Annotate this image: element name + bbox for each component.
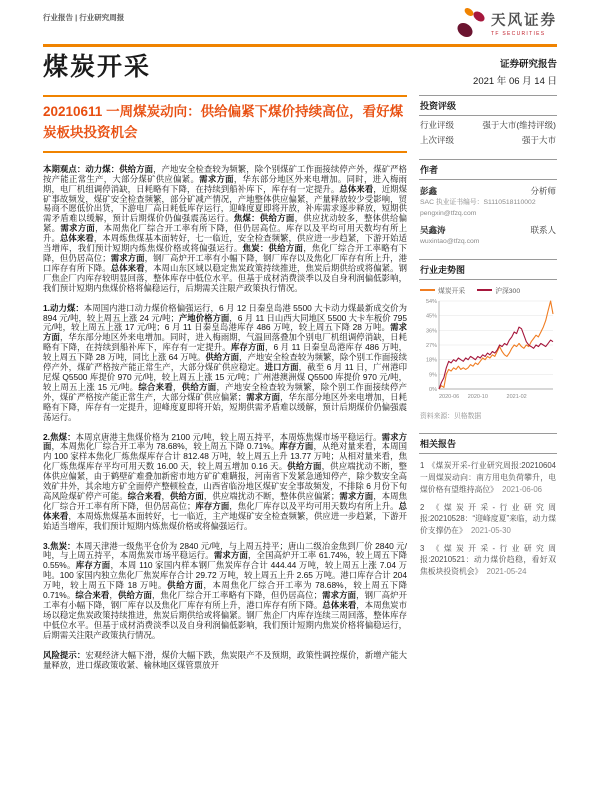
body-paragraph — [43, 433, 407, 532]
paragraph-text: 本周天津港一级焦平仓价为 2840 元/吨，与上周五持平；唐山二级冶金焦到厂价 2840 元/吨，与上周五持平，本周焦炭市场平稳运行。需求方面，全国高炉开工率 61.74%，较上周五下降 0.55%。库存方面，本周 110 家国内样本钢厂焦炭库存合计 444.44 万吨，较上周五上涨 7.04 万吨。100 家国内独立焦化厂焦炭库存合计 29.72 万吨，较上周五上升 2.65 万吨。港口库存合计 204 万吨，较上周五下降 18 万吨。供给方面，本周焦化厂综合开工率为 78.68%，较上周五下降 0.71%。综合来看，供给方面，焦化厂综合开工率略有下降，但仍居高位；需求方面，钢厂高炉开工率有小幅下降，钢厂库存以及焦化厂库存有所上升，港口库存有所下降。总体来看，本周焦炭市场以稳定焦炭政策持续推进，焦炭后期供给或将偏紧。钢厂焦企厂内库存连续三周回落，整体库存中低位水平。但基于成材消费淡季以及自身利润偏低影响，我们预计短期内焦炭价格将偏稳运行，后期需关注限产政策执行情况。 — [43, 540, 408, 640]
logo-mark-icon — [456, 6, 486, 40]
body-paragraph — [43, 651, 407, 671]
related-report-date: 2021-05-30 — [468, 525, 511, 535]
masthead — [43, 47, 557, 87]
rating-section — [419, 95, 557, 146]
series-line — [439, 328, 553, 390]
trend-heading: 行业走势图 — [419, 259, 557, 280]
paragraph-lead: 本期观点： — [43, 163, 86, 174]
rating-heading: 投资评级 — [419, 95, 557, 116]
rating-label: 上次评级 — [420, 135, 455, 145]
author-role: 联系人 — [530, 224, 556, 235]
author-role: 分析师 — [530, 186, 556, 196]
industry-title: 煤炭开采 — [43, 53, 152, 81]
x-tick-label: 2021-02 — [506, 394, 527, 401]
related-heading: 相关报告 — [419, 433, 557, 454]
paragraph-lead: 风险提示： — [43, 649, 86, 660]
industry-trend-chart — [419, 296, 557, 402]
breadcrumb: 行业报告 | 行业研究周报 — [43, 13, 125, 22]
sidebar — [419, 95, 557, 680]
chart-source-note: 资料来源：贝格数据 — [420, 413, 482, 421]
related-report-number: 2 — [420, 502, 425, 512]
top-bar — [43, 6, 557, 44]
author-entry — [419, 224, 557, 247]
trend-section — [419, 259, 557, 420]
paragraph-text: 本周京唐港主焦煤价格为 2100 元/吨，较上周五持平，本周炼焦煤市场平稳运行。需求方面，本周焦化厂综合开工率为 78.68%，较上周五下降 0.71%。库存方面，从绝对量来看，本周国内 100 家样本焦化厂炼焦煤库存合计 812.48 万吨，较上周五上升 13.77 万吨；从相对量来看，焦化厂炼焦煤库存平均可用天数 16.00 天，较上周五增加 0.16 天。供给方面，供应端扰动不断，整体供应偏紧，由于鹤壁矿难叠加新密市地方矿矿难瞒报，河南省下发紧急通知停产，除少数安全高效矿井外，其余地方矿全面停产整顿检查，山西省临汾地区煤矿安全事故频发，不排除 6 月份下旬高风险煤矿停产可能。综合来看，供给方面，供应端扰动不断，整体供应偏紧；需求方面，本周焦化厂综合开工率有所下降，但仍居高位；库存方面，焦化厂库存以及平均可用天数均有所上升。总体来看，本周炼焦煤基本面转好，七一临近，主产地煤矿安全检查频繁，供应进一步趋紧，下游开始适当增库，我们预计短期内炼焦煤价格或将偏强运行。 — [43, 431, 408, 531]
report-type-label: 证券研究报告 — [499, 59, 557, 70]
body-paragraph — [43, 165, 407, 294]
author-name: 吴鑫涛 — [420, 224, 446, 235]
y-tick-label: 0% — [429, 387, 437, 394]
logo-cn-text: 天风证券 — [491, 13, 557, 29]
related-report-item — [419, 460, 557, 495]
y-tick-label: 9% — [429, 372, 437, 379]
body-paragraph — [43, 542, 407, 641]
related-report-title: 《煤炭开采-行业研究周报:20210528：“迎峰度夏”来临，动力煤价支撑仍在》 — [420, 502, 556, 535]
related-report-number: 1 — [420, 461, 425, 471]
related-reports-section — [419, 433, 557, 577]
legend-swatch-icon — [420, 289, 435, 291]
rating-value: 强于大市 — [521, 135, 556, 145]
paragraph-text: 宏观经济大幅下滑，煤价大幅下跌，焦炭限产不及预期，政策性调控煤价，新增产能大量释放，进口煤政策收紧、榆林地区煤管票放开 — [43, 649, 408, 670]
legend-swatch-icon — [477, 289, 492, 291]
author-entry — [419, 185, 557, 219]
y-tick-label: 18% — [425, 358, 437, 365]
tf-securities-logo — [456, 6, 557, 40]
authors-section — [419, 159, 557, 246]
report-title: 20210611 一周煤炭动向：供给偏紧下煤价持续高位，看好煤炭板块投资机会 — [43, 104, 404, 140]
legend-item — [420, 285, 465, 295]
related-report-item — [419, 502, 557, 537]
author-row — [420, 224, 556, 236]
paragraph-lead: 1.动力煤： — [43, 302, 84, 313]
legend-label: 沪深300 — [495, 288, 521, 296]
paragraph-lead: 2.焦煤： — [43, 431, 76, 442]
related-report-number: 3 — [420, 543, 425, 553]
paragraph-lead: 3.焦炭： — [43, 540, 76, 551]
rating-row — [419, 131, 557, 146]
report-title-block — [43, 95, 407, 153]
author-email: pengxin@tfzq.com — [420, 209, 477, 217]
related-report-date: 2021-05-24 — [484, 566, 527, 576]
related-report-title: 《煤炭开采-行业研究周报:20210604 一周煤炭动向：南方用电负荷攀升，电煤价格有望维持高位》 — [420, 461, 556, 494]
legend-item — [477, 285, 520, 295]
logo-en-text: TF SECURITIES — [491, 31, 546, 37]
y-tick-label: 45% — [425, 314, 437, 321]
author-name: 彭鑫 — [420, 186, 438, 196]
author-email: wuxintao@tfzq.com — [420, 237, 480, 245]
related-report-item — [419, 543, 557, 578]
report-body — [43, 165, 407, 671]
authors-heading: 作者 — [419, 159, 557, 180]
y-tick-label: 27% — [425, 343, 437, 350]
legend-label: 煤炭开采 — [438, 288, 466, 296]
y-tick-label: 36% — [425, 328, 437, 335]
paragraph-text: 动力煤：供给方面，产地安全检查较为频繁，除个别煤矿工作面接续停产外，煤矿严格按产能正常生产，大部分煤矿供应偏紧。需求方面，华东部分地区外来电增加。同时，进入梅雨期，电厂机组调停消缺，日耗略有下降，在持续到船补库下，库存有一定提升。总体来看，近期煤矿事故频发，煤矿安全检查频繁，部分矿减产情况，产地整体供应偏紧，产量释放较少受影响，贸易商不愿低价出货，下游电厂高日耗低库存运行，迎峰度夏即将开放，补库需求逐步释放，短期供需矛盾难以缓解，预计后期煤价仍偏强震荡运行。焦煤：供给方面，供应扰动较多，整体供给偏紧。需求方面，本周焦化厂综合开工率有所下降，但仍居高位。库存以及平均可用天数均有所上升。总体来看，本周炼焦煤基本面转好，七一临近，安全检查频繁，供应进一步趋紧，下游开始适当增库，我们预计短期内炼焦煤价格或将偏强运行。焦炭：供给方面，焦化厂综合开工率略有下降，但仍居高位；需求方面，钢厂高炉开工率有小幅下降，钢厂库存以及焦化厂库存有所上升，港口库存有所下降。总体来看，本周山东区域以稳定焦炭政策持续推进，焦炭后期供给或将偏紧。钢厂焦企厂内库存较明显回落，整体库存中低位水平。但基于成材消费淡季以及自身利润偏低影响，我们预计短期内焦煤价格将偏稳运行，后期需关注限产政策执行情况。 — [43, 163, 408, 293]
related-report-date: 2021-06-06 — [499, 484, 543, 494]
author-cert: SAC 执业证书编号：S1110518110002 — [420, 199, 536, 206]
main-column — [43, 95, 407, 680]
y-tick-label: 54% — [425, 299, 437, 306]
rating-row — [419, 116, 557, 131]
x-tick-label: 2020-10 — [467, 394, 488, 401]
related-report-title: 《煤炭开采-行业研究周报:20210521：动力煤价趋稳，看好双焦板块投资机会》 — [420, 543, 556, 576]
report-date: 2021 年 06 月 14 日 — [473, 76, 557, 87]
x-tick-label: 2020-06 — [439, 394, 460, 401]
rating-value: 强于大市(维持评级) — [482, 120, 556, 130]
author-row — [420, 185, 556, 197]
paragraph-text: 本周国内港口动力煤价格偏强运行，6 月 12 日秦皇岛港 5500 大卡动力煤最新成交价为 894 元/吨，较上周五上涨 24 元/吨；产地价格方面，6 月 11 日山西大同地区 5500 大卡车板价 795 元/吨，较上周五上涨 17 元/吨；6 月 11 日秦皇岛港库存 486 万吨，较上周五下降 28 万吨。需求方面，华东部分地区外来电增加。同时，进入梅雨期，气温回落叠加个别电厂机组调停消缺，日耗略有下降，在持续到船补库下，库存有一定提升。库存方面，6 月 11 日秦皇岛港库存 486 万吨，较上周五下降 28 万吨，同比上涨 64 万吨。供给方面，产地安全检查较为频繁，除个别工作面接续停产外，煤矿严格按产能正常生产，大部分煤矿供应稳定。进口方面，截至 6 月 11 日，广州港印尼煤 Q5500 库提价 970 元/吨，较上周五上涨 15 元/吨；广州港澳洲煤 Q5500 库提价 970 元/吨，较上周五上涨 15 元/吨。综合来看，供给方面，产地安全检查较为频繁，除个别工作面接续停产外，煤矿严格按产能正常生产，大部分煤矿供应偏紧；需求方面，华东部分地区外来电增加，日耗略有下降，库存有一定提升，迎峰度夏即将开始，短期供需矛盾难以缓解，预计后期煤价仍偏强震荡运行。 — [43, 302, 408, 422]
rating-label: 行业评级 — [420, 120, 455, 130]
chart-legend — [420, 285, 556, 295]
body-paragraph — [43, 304, 407, 423]
